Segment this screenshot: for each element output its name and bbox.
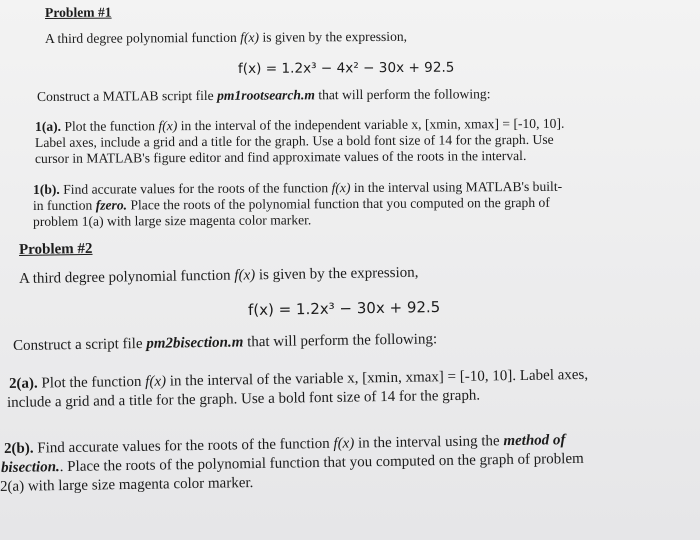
problem2a-line2: include a grid and a title for the graph. Use a bold font size of 14 for the graph. <box>6 387 481 411</box>
problem2-intro: A third degree polynomial function f(x) is given by the expression, <box>18 264 419 287</box>
problem1b-line1: 1(b). Find accurate values for the roots of the function f(x) in the interval using MATLAB's built- <box>32 178 563 197</box>
problem1a-line3: cursor in MATLAB's figure editor and find approximate values of the roots in the interval. <box>34 147 527 166</box>
problem2-construct: Construct a script file pm2bisection.m that will perform the following: <box>12 331 438 354</box>
problem2b-line1: 2(b). Find accurate values for the roots of the function f(x) in the interval using the method of <box>3 432 566 457</box>
problem2b-line3: 2(a) with large size magenta color marker. <box>0 475 254 495</box>
problem1-formula: f(x) = 1.2x³ − 4x² − 30x + 92.5 <box>237 59 455 77</box>
problem1b-line2: in function fzero. Place the roots of the polynomial function that you computed on the graph of <box>32 194 550 213</box>
problem1-heading: Problem #1 <box>44 4 112 20</box>
problem2-formula: f(x) = 1.2x³ − 30x + 92.5 <box>247 297 441 319</box>
problem1b-line3: problem 1(a) with large size magenta color marker. <box>32 212 312 229</box>
problem2-heading: Problem #2 <box>18 240 93 258</box>
problem2b-line2: bisection.. Place the roots of the polynomial function that you computed on the graph of problem <box>0 450 584 476</box>
problem2a-line1: 2(a). Plot the function f(x) in the interval of the variable x, [xmin, xmax] = [-10, 10]. Label axes, <box>8 366 589 392</box>
problem1-intro: A third degree polynomial function f(x) is given by the expression, <box>44 28 408 46</box>
problem1a-line1: 1(a). Plot the function f(x) in the interval of the independent variable x, [xmin, xmax] = [-10, 10]. <box>34 115 565 134</box>
problem1a-line2: Label axes, include a grid and a title for the graph. Use a bold font size of 14 for the graph. Use <box>34 131 554 150</box>
problem1-construct: Construct a MATLAB script file pm1rootsearch.m that will perform the following: <box>36 86 491 104</box>
